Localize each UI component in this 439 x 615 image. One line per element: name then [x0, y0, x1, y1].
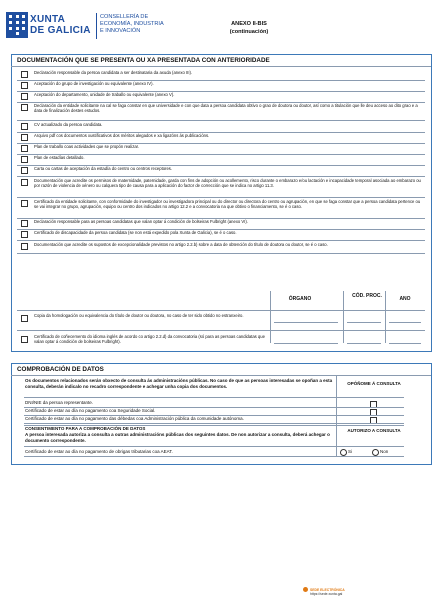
documents-section-title: DOCUMENTACIÓN QUE SE PRESENTA OU XA PRESENTADA CON ANTERIORIDADE	[17, 57, 270, 64]
divider	[17, 176, 425, 177]
annex-subtitle: (continuación)	[229, 29, 269, 35]
data-check-row-label: Certificado de estar ao día no pagamento das débedas coa Administración pública da comunidade autónoma.	[25, 416, 244, 421]
document-item-label: Certificado de coñecemento do idioma inglés de acordo co artigo 2.2.d) da convocatoria (só para as persoas candidatas que valan optar á condición de bolseiras Fulbright).	[34, 334, 265, 345]
dept-line: CONSELLERÍA DE	[100, 14, 149, 20]
footer-line: https://sede.xunta.gal	[310, 592, 343, 596]
document-checkbox[interactable]	[21, 71, 28, 78]
sede-icon	[303, 587, 308, 592]
grid-line	[336, 425, 337, 457]
document-checkbox[interactable]	[21, 179, 28, 186]
divider	[17, 120, 425, 121]
document-checkbox[interactable]	[21, 200, 28, 207]
field-line[interactable]	[347, 343, 381, 344]
document-item-label: Copia da homologación ou equivalencia do título de doutor ou doutora, no caso de ter sido obtido no estranxeiro.	[34, 313, 244, 318]
footer-note	[310, 588, 345, 596]
document-item-label: CV actualizado da persoa candidata.	[34, 122, 103, 127]
document-checkbox[interactable]	[21, 167, 28, 174]
data-check-intro: Os documentos relacionados serán obxecto de consulta ás administracións públicas. No caso de que as persoas interesadas se opoñan a esta consulta, deberán indicalo no recadro correspondente e achegar unha copia dos documentos.	[25, 378, 333, 389]
brand-name	[30, 14, 91, 36]
document-checkbox[interactable]	[21, 220, 28, 227]
document-item-label: Documentación que acredite os permisos de maternidade, paternidade, garda con fins de adopción ou acollemento, risco durante o embarazo e/ou lactación e incapacidade temporal asociada ao embarazo ou por razón de violencia de xénero ou calquera tipo de causa para a aplicación do factor de corrección que se indica no artigo 11.3.	[34, 178, 421, 189]
organ-column-header: ÓRGANO	[288, 296, 312, 302]
document-item-label: Plan de traballo coas actividades que se propón realizar.	[34, 144, 139, 149]
document-item-label: Carta ou cartas de aceptación da estadía do centro ou centros receptores.	[34, 166, 173, 171]
aeat-row-label: Certificado de estar ao día no pagamento de obrigas tributarias coa AEAT.	[25, 449, 173, 454]
brand-line-1: XUNTA	[30, 14, 66, 25]
footer-line: SEDE ELECTRÓNICA	[310, 588, 345, 592]
document-item-label: Declaración responsable da persoa candidata a ser destinataria da axuda (anexo III).	[34, 70, 193, 75]
document-checkbox[interactable]	[21, 336, 28, 343]
xunta-logo-icon	[6, 12, 28, 38]
authorize-yes-radio[interactable]	[340, 449, 347, 456]
data-check-row-label: DNI/NIE da persoa representante.	[25, 400, 94, 405]
authorize-no-label: Non	[380, 449, 389, 454]
annex-title: ANEXO II-BIS	[231, 21, 267, 27]
divider	[11, 66, 431, 67]
header-divider	[96, 13, 97, 39]
cod-proc-column-header: CÓD. PROC.	[352, 293, 382, 299]
field-line[interactable]	[274, 343, 338, 344]
grid-line	[343, 291, 344, 343]
document-checkbox[interactable]	[21, 93, 28, 100]
document-item-label: Arquivo pdf cos documentos xustificativos dos méritos alegados e xa ligazóns ás publicacións.	[34, 133, 210, 138]
document-item-label: Declaración responsable para as persoas candidatas que valan optar á condición de bolseiras Fulbright (anexo VI).	[34, 219, 248, 224]
divider	[24, 397, 404, 398]
data-check-title: COMPROBACIÓN DE DATOS	[17, 366, 104, 373]
document-item-label: Documentación que acredite os supostos de excepcionalidade previstos no artigo 2.2.b) sobre a data de obtención do título de doutora ou doutor, se é o caso.	[34, 242, 328, 247]
divider	[17, 253, 425, 254]
field-line[interactable]	[389, 322, 421, 323]
document-item-label: Plan de estadías detallado.	[34, 155, 85, 160]
grid-line	[385, 291, 386, 343]
divider	[24, 425, 404, 426]
document-checkbox[interactable]	[21, 156, 28, 163]
document-checkbox[interactable]	[21, 315, 28, 322]
document-checkbox[interactable]	[21, 134, 28, 141]
page-header	[0, 0, 439, 52]
divider	[17, 197, 425, 198]
authorize-yes-label: Si	[348, 449, 353, 454]
document-item-label: Certificado da entidade solicitante, con conformidade do investigador ou investigadora principal ou do director ou directora do centro ou agrupación, en que se faga constar que a persoa candidata pertence ou se vai integrar no grupo, agrupación, equipo ou centro dos indicados no artigo 12.2 e a convocatoria na que obtivo o financiamento, se é o caso.	[34, 199, 421, 210]
department-name	[100, 14, 164, 36]
annex-label	[223, 20, 275, 36]
divider	[24, 423, 404, 424]
brand-line-2: DE GALICIA	[30, 25, 91, 36]
dept-line: ECONOMÍA, INDUSTRIA	[100, 21, 164, 28]
divider	[17, 310, 425, 311]
grid-line	[336, 376, 337, 432]
dept-line: E INNOVACIÓN	[100, 28, 141, 35]
field-line[interactable]	[389, 343, 421, 344]
document-checkbox[interactable]	[21, 123, 28, 130]
document-checkbox[interactable]	[21, 145, 28, 152]
document-item-label: Declaración da entidade solicitante na cal se faga constar en que universidade e con que data a persoa candidata obtivo o grao de doutora ou doutor, así como a titulación que lle deu acceso ao dito grao e a data de finalización destes estudos.	[34, 103, 418, 114]
document-item-label: Aceptación do departamento, unidade de traballo ou equivalente (anexo V).	[34, 92, 175, 97]
divider	[17, 240, 425, 241]
divider	[11, 375, 431, 376]
authorize-no-radio[interactable]	[372, 449, 379, 456]
field-line[interactable]	[347, 322, 381, 323]
authorize-header: AUTORIZO A CONSULTA	[347, 428, 401, 433]
field-line[interactable]	[274, 322, 338, 323]
divider	[24, 456, 404, 457]
divider	[17, 330, 425, 331]
year-column-header: ANO	[399, 296, 411, 302]
document-checkbox[interactable]	[21, 104, 28, 111]
oppose-header: OPÓÑOME Á CONSULTA	[347, 381, 401, 386]
consent-text: A persoa interesada autoriza a consulta a outras administracións públicas dos seguintes datos. De non autorizar a consulta, deberá achegar o documento correspondente.	[25, 432, 330, 443]
document-checkbox[interactable]	[21, 231, 28, 238]
document-checkbox[interactable]	[21, 82, 28, 89]
divider	[24, 446, 404, 447]
data-check-row-label: Certificado de estar ao día no pagamento coa Seguridade Social.	[25, 408, 156, 413]
document-item-label: Certificado de discapacidade da persoa candidata (se non está expedido pola Xunta de Galicia), se é o caso.	[34, 230, 237, 235]
grid-line	[270, 291, 271, 343]
consent-title: CONSENTIMENTO PARA A COMPROBACIÓN DE DATOS	[25, 426, 146, 431]
document-item-label: Aceptación do grupo de investigación ou equivalente (anexo IV).	[34, 81, 154, 86]
document-checkbox[interactable]	[21, 243, 28, 250]
